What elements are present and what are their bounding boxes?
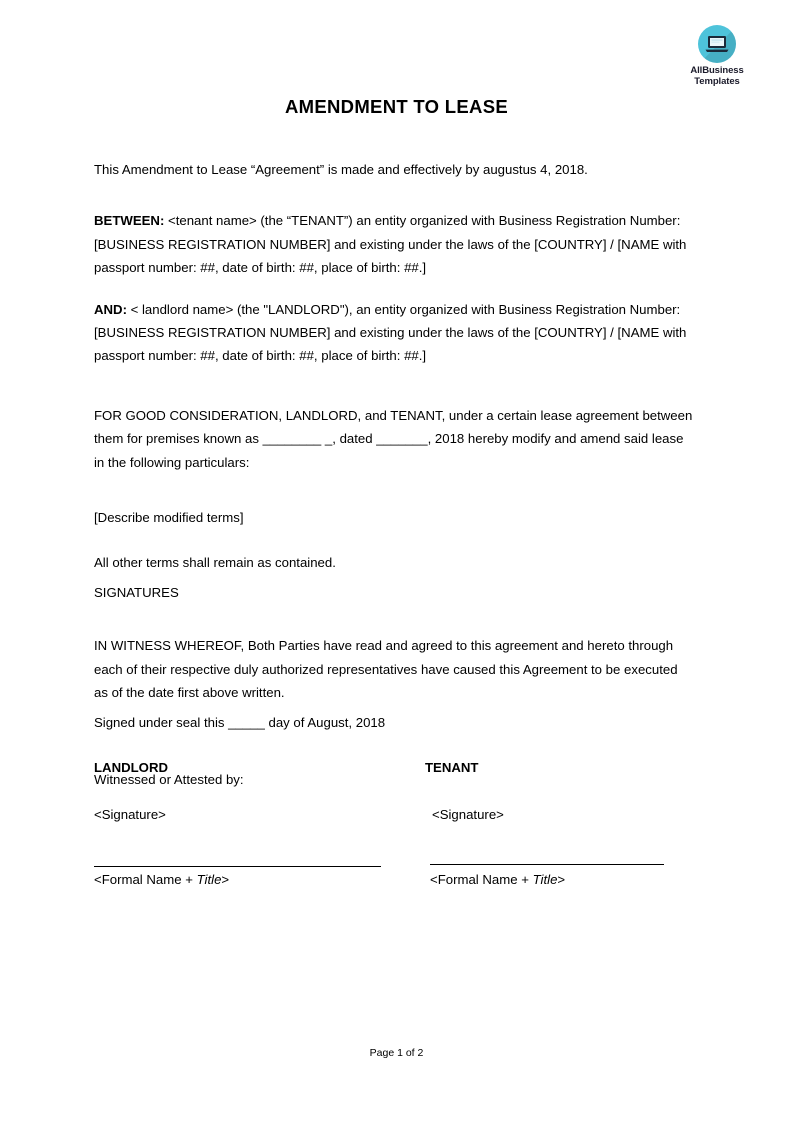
tenant-formal-name [430,872,565,887]
and-label: AND: [94,301,127,317]
other-terms-paragraph: All other terms shall remain as contained. [94,555,336,571]
laptop-icon [705,35,729,53]
tenant-formal-suffix: > [557,872,566,887]
landlord-signature-line [94,866,381,867]
tenant-signature-line [430,864,664,865]
between-paragraph [94,209,694,279]
tenant-formal-prefix: <Formal Name + [430,872,533,887]
document-body [94,158,694,791]
modified-terms-placeholder: [Describe modified terms] [94,510,244,526]
brand-logo [672,25,762,87]
landlord-formal-title: Title [196,872,222,887]
brand-name [672,65,762,87]
between-label: BETWEEN: [94,213,165,229]
brand-name-line2: Templates [694,76,740,87]
page-title: AMENDMENT TO LEASE [285,96,508,117]
and-paragraph [94,298,694,368]
landlord-signature-placeholder: <Signature> [94,807,166,822]
consideration-paragraph: FOR GOOD CONSIDERATION, LANDLORD, and TENANT, under a certain lease agreement between them for premises known as ________ _, dated _______, 2018 hereby modify and amend said lease in the following particulars: [94,407,693,470]
signatures-heading: SIGNATURES [94,584,179,600]
signature-headers [94,760,694,775]
between-text: <tenant name> (the “TENANT”) an entity organized with Business Registration Number: [BUSINESS REGISTRATION NUMBER] and existing under the laws of the [COUNTRY] / [NAME with passport number: ##, date of birth: ##, place of birth: ##.] [94,213,687,276]
tenant-formal-title: Title [532,872,558,887]
landlord-formal-prefix: <Formal Name + [94,872,197,887]
landlord-formal-name [94,872,229,887]
landlord-label: LANDLORD [94,760,168,775]
intro-paragraph: This Amendment to Lease “Agreement” is made and effectively by augustus 4, 2018. [94,162,588,177]
witnessed-by: Witnessed or Attested by: [94,771,244,787]
tenant-signature-placeholder: <Signature> [432,807,504,822]
signed-under-seal: Signed under seal this _____ day of August, 2018 [94,714,386,730]
tenant-label: TENANT [425,760,479,775]
brand-name-line1: AllBusiness [690,65,744,76]
and-text: < landlord name> (the "LANDLORD"), an entity organized with Business Registration Number: [BUSINESS REGISTRATION NUMBER] and existing under the laws of the [COUNTRY] / [NAME with passport number: ##, date of birth: ##, place of birth: ##.] [94,301,687,364]
page-footer: Page 1 of 2 [369,1047,424,1059]
landlord-formal-suffix: > [221,872,230,887]
logo-circle [698,25,736,63]
signature-placeholders [94,807,694,822]
witness-paragraph: IN WITNESS WHEREOF, Both Parties have read and agreed to this agreement and hereto through each of their respective duly authorized representatives have caused this Agreement to be executed as of the date first above written. [94,638,678,701]
